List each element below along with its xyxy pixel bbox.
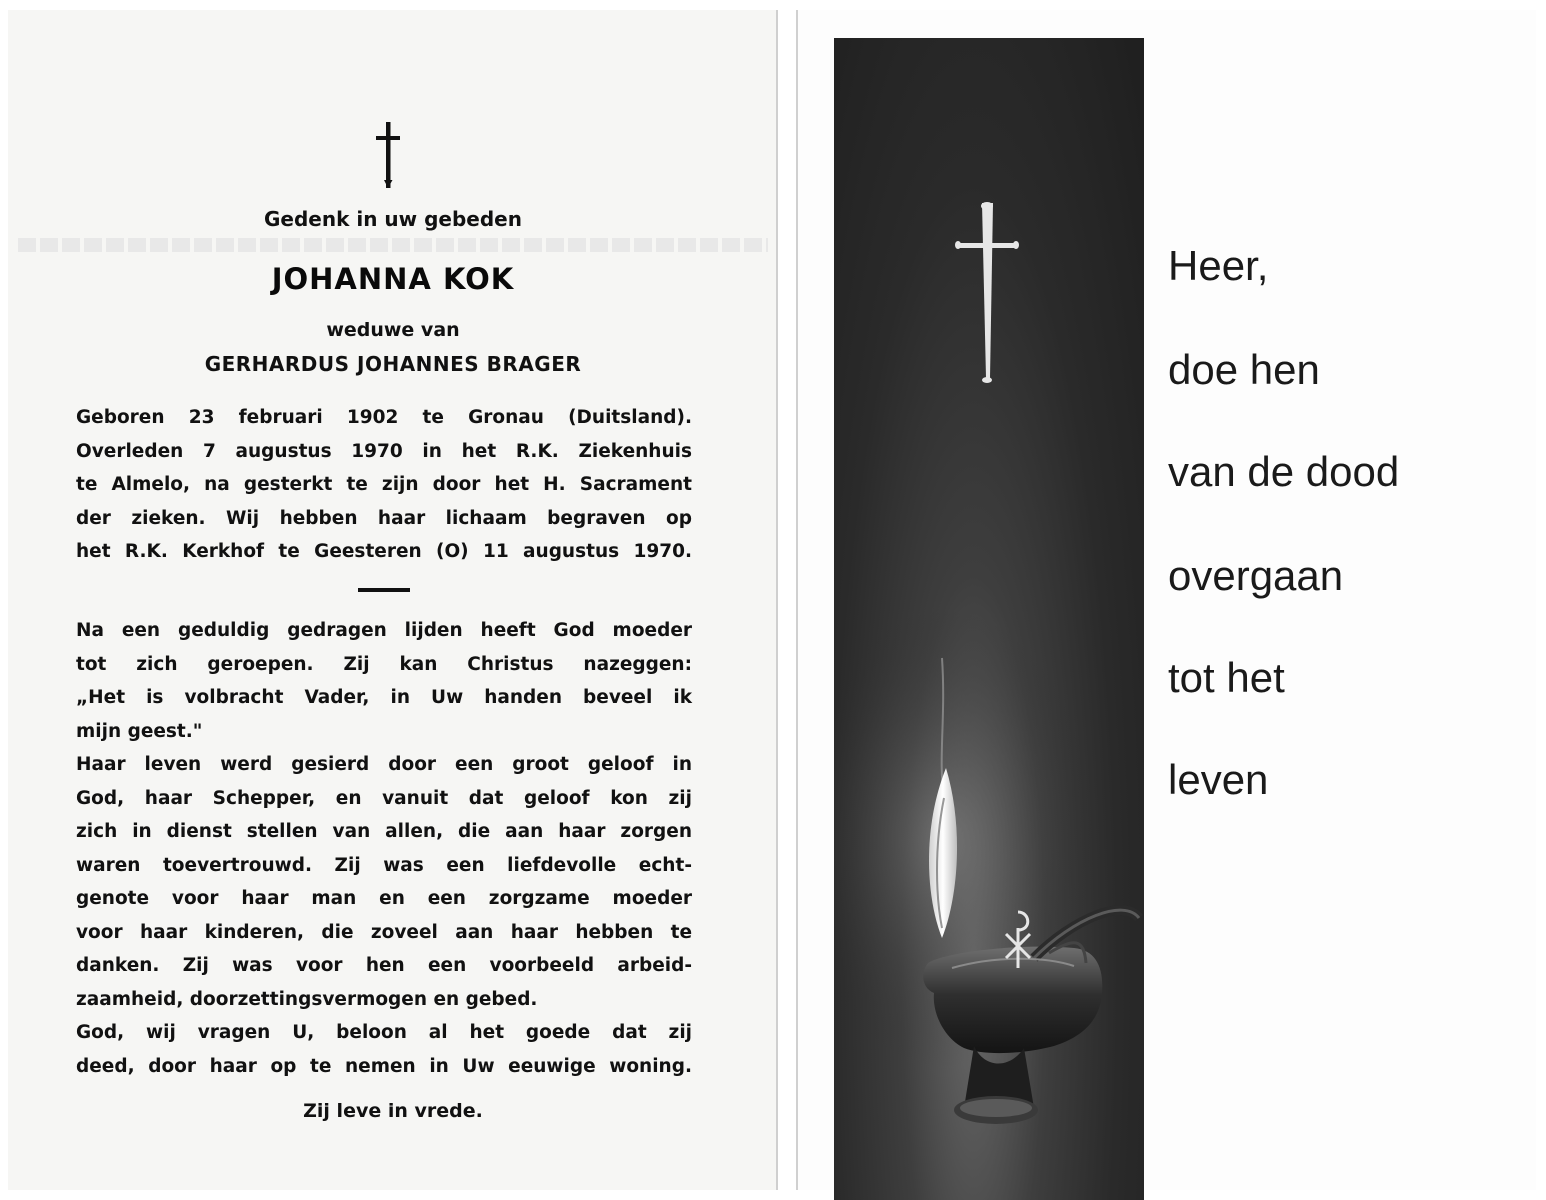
cross-icon [955,202,1019,383]
eulogy-line: God, wij vragen U, beloon al het goede dat zij [76,1022,692,1043]
eulogy-line: God, haar Schepper, en vanuit dat geloof kon zij [76,787,692,809]
verse-line: doe hen [1168,346,1320,393]
eulogy-line: mijn geest." [76,720,203,742]
closing-line: Zij leve in vrede. [303,1100,483,1122]
deceased-name: JOHANNA KOK [271,262,515,296]
bio-line: te Almelo, na gesterkt te zijn door het H. Sacrament [76,474,692,495]
eulogy-line: tot zich geroepen. Zij kan Christus nazeggen: [76,653,692,675]
bio-line: Overleden 7 augustus 1970 in het R.K. Ziekenhuis [76,440,692,462]
eulogy-paragraph [76,614,692,1083]
verse-line: leven [1168,756,1269,803]
verse-line: van de dood [1168,448,1400,495]
memorial-card-image-side [796,10,1536,1190]
heading: Gedenk in uw gebeden [264,207,522,231]
section-divider [358,588,410,592]
eulogy-line: danken. Zij was voor hen een voorbeeld arbeid- [76,955,692,976]
show-through-artifact [18,238,768,252]
eulogy-line: voor haar kinderen, die zoveel aan haar hebben te [76,921,692,943]
eulogy-line: zich in dienst stellen van allen, die aan haar zorgen [76,821,692,842]
eulogy-line: genote voor haar man en een zorgzame moeder [76,888,692,909]
eulogy-line: Na een geduldig gedragen lijden heeft God moeder [76,620,692,641]
lamp-illustration [834,38,1144,1200]
bio-line: Geboren 23 februari 1902 te Gronau (Duitsland). [76,407,692,428]
biography-paragraph [76,401,692,569]
bio-line: het R.K. Kerkhof te Geesteren (O) 11 augustus 1970. [76,541,692,562]
eulogy-line: „Het is volbracht Vader, in Uw handen beveel ik [76,687,692,708]
verse-line: tot het [1168,654,1285,701]
eulogy-line: Haar leven werd gesierd door een groot geloof in [76,754,692,775]
relation-label: weduwe van [326,319,460,341]
eulogy-line: deed, door haar op te nemen in Uw eeuwige woning. [76,1055,692,1077]
lamp-illustration-panel [834,38,1144,1200]
verse-line: Heer, [1168,242,1269,289]
verse-line: overgaan [1168,552,1344,599]
spouse-name: GERHARDUS JOHANNES BRAGER [204,352,582,376]
eulogy-line: waren toevertrouwd. Zij was een liefdevolle echt- [76,854,692,876]
bio-line: der zieken. Wij hebben haar lichaam begraven op [76,507,692,529]
cross-icon [376,122,400,188]
memorial-card-text-side [8,10,778,1190]
eulogy-line: zaamheid, doorzettingsvermogen en gebed. [76,988,538,1010]
